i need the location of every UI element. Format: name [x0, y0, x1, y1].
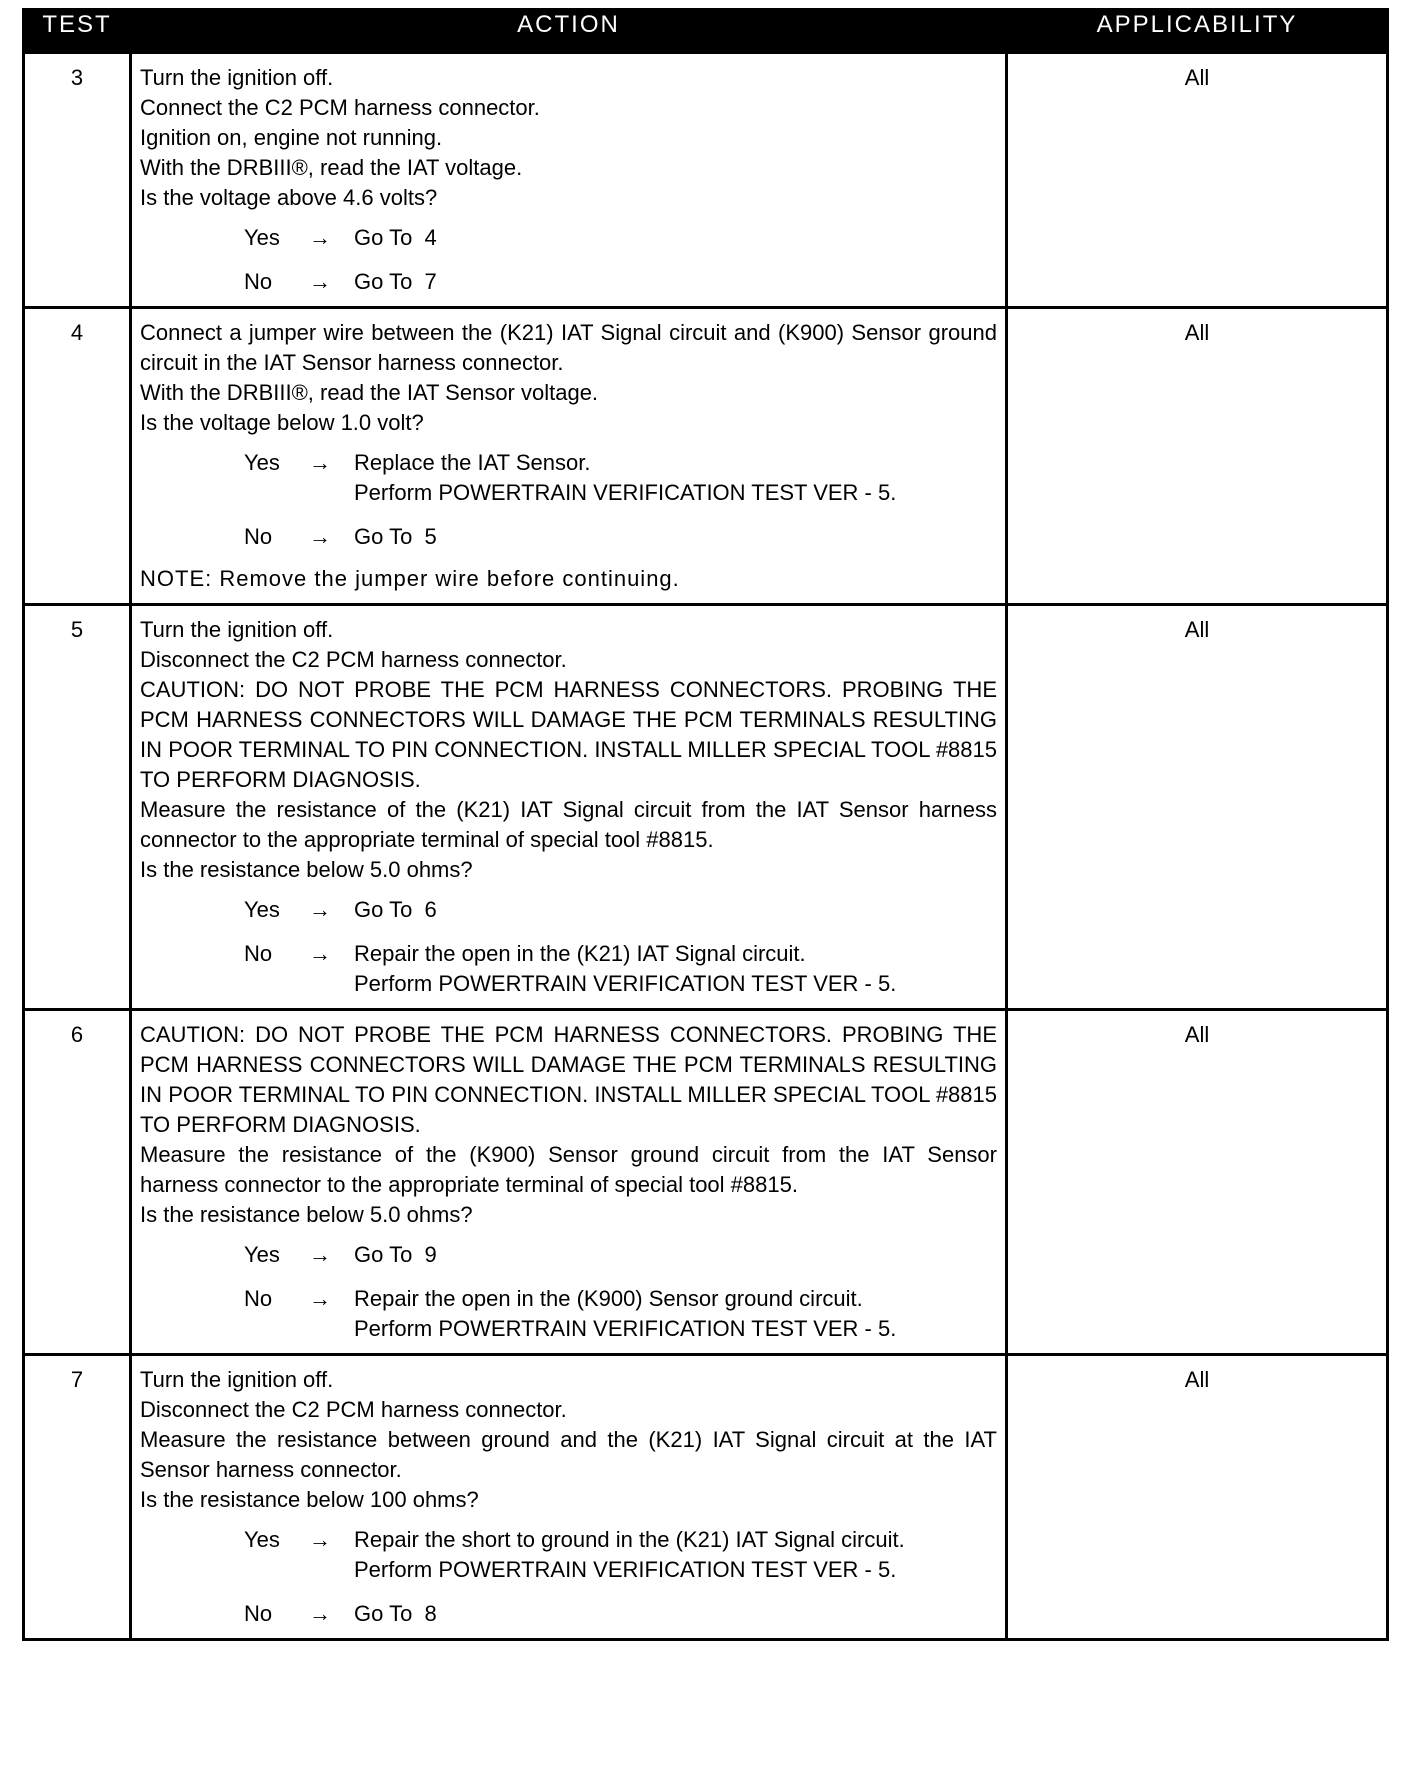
- arrow-icon: →: [309, 225, 331, 250]
- result-line: Go To 8: [354, 1601, 437, 1626]
- branch-yes: [140, 1525, 997, 1585]
- result-line: Repair the open in the (K21) IAT Signal circuit.: [354, 941, 806, 966]
- branch-label: No: [244, 269, 273, 294]
- branch-label: No: [244, 941, 273, 966]
- branch-result: [354, 448, 896, 508]
- branch-label: Yes: [244, 1527, 280, 1552]
- arrow-icon: →: [309, 941, 331, 966]
- branch-label: Yes: [244, 225, 280, 250]
- header-action: ACTION: [131, 10, 1007, 53]
- branch-label: No: [244, 1286, 273, 1311]
- arrow-icon: →: [309, 269, 331, 294]
- action-line: Measure the resistance of the (K900) Sensor ground circuit from the IAT Sensor harness connector to the appropriate terminal of special tool #8815.: [140, 1142, 1004, 1197]
- arrow-icon: →: [309, 524, 331, 549]
- table-row: [24, 1010, 1388, 1355]
- branch-no: [140, 522, 997, 552]
- action-line: Is the resistance below 100 ohms?: [140, 1487, 479, 1512]
- header-applicability: APPLICABILITY: [1007, 10, 1388, 53]
- action-line: Turn the ignition off.: [140, 617, 334, 642]
- result-line: Go To 9: [354, 1242, 437, 1267]
- branch-label: Yes: [244, 897, 280, 922]
- arrow-icon: →: [309, 1527, 331, 1552]
- result-line: Perform POWERTRAIN VERIFICATION TEST VER - 5.: [354, 971, 897, 996]
- action-line: Turn the ignition off.: [140, 1367, 334, 1392]
- action-line: Is the voltage below 1.0 volt?: [140, 410, 424, 435]
- action-line: Ignition on, engine not running.: [140, 125, 443, 150]
- header-test: TEST: [24, 10, 131, 53]
- table-row: [24, 53, 1388, 308]
- action-line: Is the voltage above 4.6 volts?: [140, 185, 438, 210]
- branch-result: [354, 1284, 896, 1344]
- action-line: CAUTION: DO NOT PROBE THE PCM HARNESS CONNECTORS. PROBING THE PCM HARNESS CONNECTORS WILL DAMAGE THE PCM TERMINALS RESULTING IN POOR TERMINAL TO PIN CONNECTION. INSTALL MILLER SPECIAL TOOL #8815 TO PERFORM DIAGNOSIS.: [140, 677, 1004, 792]
- branch-result: [354, 895, 437, 925]
- test-number: 7: [24, 1355, 131, 1640]
- result-line: Perform POWERTRAIN VERIFICATION TEST VER - 5.: [354, 1316, 897, 1341]
- arrow-icon: →: [309, 1286, 331, 1311]
- test-number: 5: [24, 605, 131, 1010]
- branch-label: No: [244, 524, 273, 549]
- action-line: Is the resistance below 5.0 ohms?: [140, 857, 473, 882]
- branch-result: [354, 223, 437, 253]
- test-number: 6: [24, 1010, 131, 1355]
- branch-label: Yes: [244, 1242, 280, 1267]
- action-line: Disconnect the C2 PCM harness connector.: [140, 647, 567, 672]
- action-line: Is the resistance below 5.0 ohms?: [140, 1202, 473, 1227]
- arrow-icon: →: [309, 897, 331, 922]
- branch-yes: [140, 1240, 997, 1270]
- table-row: [24, 605, 1388, 1010]
- branch-result: [354, 522, 437, 552]
- branch-label: Yes: [244, 450, 280, 475]
- arrow-icon: →: [309, 450, 331, 475]
- note-text: NOTE: Remove the jumper wire before continuing.: [140, 566, 680, 591]
- branch-result: [354, 1599, 437, 1629]
- action-line: With the DRBIII®, read the IAT voltage.: [140, 155, 523, 180]
- diagnostic-test-page: [22, 8, 1386, 1641]
- arrow-icon: →: [309, 1601, 331, 1626]
- result-line: Go To 6: [354, 897, 437, 922]
- action-line: Connect a jumper wire between the (K21) IAT Signal circuit and (K900) Sensor ground circuit in the IAT Sensor harness connector.: [140, 320, 1004, 375]
- action-line: Measure the resistance of the (K21) IAT Signal circuit from the IAT Sensor harness connector to the appropriate terminal of special tool #8815.: [140, 797, 1004, 852]
- applicability-value: All: [1007, 308, 1388, 605]
- branch-result: [354, 1525, 905, 1585]
- table-row: [24, 1355, 1388, 1640]
- result-line: Go To 4: [354, 225, 437, 250]
- result-line: Repair the short to ground in the (K21) IAT Signal circuit.: [354, 1527, 905, 1552]
- result-line: Perform POWERTRAIN VERIFICATION TEST VER - 5.: [354, 1557, 897, 1582]
- branch-no: [140, 1284, 997, 1344]
- result-line: Repair the open in the (K900) Sensor ground circuit.: [354, 1286, 863, 1311]
- result-line: Go To 5: [354, 524, 437, 549]
- action-line: Turn the ignition off.: [140, 65, 334, 90]
- action-cell: [131, 1010, 1007, 1355]
- result-line: Go To 7: [354, 269, 437, 294]
- action-cell: [131, 308, 1007, 605]
- branch-yes: [140, 448, 997, 508]
- applicability-value: All: [1007, 605, 1388, 1010]
- test-number: 4: [24, 308, 131, 605]
- action-line: Measure the resistance between ground and the (K21) IAT Signal circuit at the IAT Sensor harness connector.: [140, 1427, 1004, 1482]
- action-line: With the DRBIII®, read the IAT Sensor voltage.: [140, 380, 599, 405]
- table-header-row: [24, 10, 1388, 53]
- branch-label: No: [244, 1601, 273, 1626]
- branch-result: [354, 1240, 437, 1270]
- branch-result: [354, 939, 896, 999]
- diagnostic-test-table: [22, 8, 1389, 1641]
- branch-no: [140, 939, 997, 999]
- result-line: Perform POWERTRAIN VERIFICATION TEST VER - 5.: [354, 480, 897, 505]
- arrow-icon: →: [309, 1242, 331, 1267]
- table-row: [24, 308, 1388, 605]
- action-line: CAUTION: DO NOT PROBE THE PCM HARNESS CONNECTORS. PROBING THE PCM HARNESS CONNECTORS WILL DAMAGE THE PCM TERMINALS RESULTING IN POOR TERMINAL TO PIN CONNECTION. INSTALL MILLER SPECIAL TOOL #8815 TO PERFORM DIAGNOSIS.: [140, 1022, 1004, 1137]
- applicability-value: All: [1007, 1010, 1388, 1355]
- result-line: Replace the IAT Sensor.: [354, 450, 591, 475]
- test-number: 3: [24, 53, 131, 308]
- action-cell: [131, 605, 1007, 1010]
- applicability-value: All: [1007, 1355, 1388, 1640]
- branch-yes: [140, 895, 997, 925]
- branch-no: [140, 267, 997, 297]
- table-body: [24, 53, 1388, 1640]
- action-line: Disconnect the C2 PCM harness connector.: [140, 1397, 567, 1422]
- action-line: Connect the C2 PCM harness connector.: [140, 95, 540, 120]
- branch-yes: [140, 223, 997, 253]
- branch-no: [140, 1599, 997, 1629]
- applicability-value: All: [1007, 53, 1388, 308]
- action-cell: [131, 53, 1007, 308]
- branch-result: [354, 267, 437, 297]
- action-cell: [131, 1355, 1007, 1640]
